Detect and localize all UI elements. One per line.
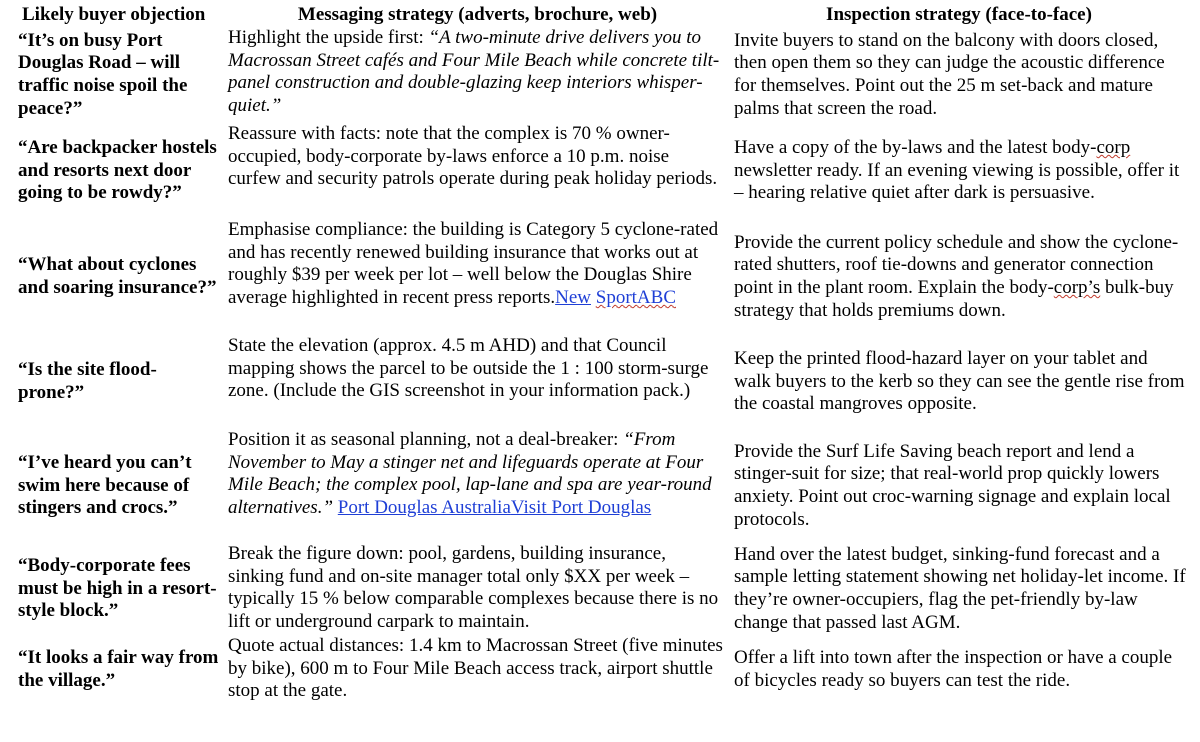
messaging-cell: Break the figure down: pool, gardens, building insurance, sinking fund and on-site manager total only $XX per week – typically 15 % below comparable complexes because there is no lift or underground carpark to maintain. bbox=[228, 543, 719, 632]
header-inspection: Inspection strategy (face-to-face) bbox=[826, 4, 1092, 26]
table-row bbox=[18, 543, 1188, 635]
inspection-text: Provide the current policy schedule and show the cyclone-rated shutters, roof tie-downs and generator connection point in the plant room. Explain the body- bbox=[734, 231, 1179, 298]
source-link[interactable]: Visit Port Douglas bbox=[510, 496, 652, 518]
messaging-cell: State the elevation (approx. 4.5 m AHD) and that Council mapping shows the parcel to be outside the 1 : 100 storm-surge zone. (Include the GIS screenshot in your information pack.) bbox=[228, 335, 709, 402]
messaging-cell: Quote actual distances: 1.4 km to Macrossan Street (five minutes by bike), 600 m to Four Mile Beach access track, airport shuttle stop at the gate. bbox=[228, 635, 723, 702]
table-row bbox=[18, 219, 1188, 335]
header-objection: Likely buyer objection bbox=[22, 4, 206, 26]
table-row bbox=[18, 429, 1188, 543]
inspection-cell: Hand over the latest budget, sinking-fund forecast and a sample letting statement showing net holiday-let income. If they’re owner-occupiers, flag the pet-friendly by-law change that passed last AGM. bbox=[734, 543, 1186, 633]
inspection-cell: Provide the Surf Life Saving beach report and lend a stinger-suit for size; that real-world prop quickly lowers anxiety. Point out croc-warning signage and explain local protocols. bbox=[734, 440, 1171, 530]
inspection-text: bulk-buy strategy that holds premiums down. bbox=[734, 277, 1174, 321]
table-row bbox=[18, 335, 1188, 429]
messaging-quote: “From November to May a stinger net and lifeguards operate at Four Mile Beach; the complex pool, lap-lane and spa are year-round alternatives.” bbox=[228, 429, 712, 518]
spellcheck-flag: corp bbox=[1096, 137, 1131, 159]
source-link[interactable]: SportABC bbox=[595, 286, 676, 308]
objection-cell: “What about cyclones and soaring insurance?” bbox=[18, 254, 217, 298]
messaging-cell bbox=[225, 27, 730, 123]
table-row bbox=[18, 123, 1188, 219]
table-row bbox=[18, 27, 1188, 123]
table-header-row bbox=[18, 3, 1188, 27]
inspection-cell bbox=[730, 219, 1188, 335]
objection-cell: “Is the site flood-prone?” bbox=[18, 359, 157, 403]
messaging-cell: Reassure with facts: note that the complex is 70 % owner-occupied, body-corporate by-laws enforce a 10 p.m. noise curfew and security patrols operate during peak holiday periods. bbox=[228, 123, 718, 190]
header-messaging: Messaging strategy (adverts, brochure, web) bbox=[297, 4, 658, 26]
messaging-text: Emphasise compliance: the building is Category 5 cyclone-rated and has recently renewed building insurance that works out at roughly $39 per week per lot – well below the Douglas Shire average highlighted in recent press reports. bbox=[228, 219, 719, 308]
objection-cell: “It looks a fair way from the village.” bbox=[18, 647, 219, 691]
source-link[interactable]: Port Douglas Australia bbox=[337, 496, 511, 518]
objection-cell: “Body-corporate fees must be high in a resort-style block.” bbox=[18, 555, 217, 622]
inspection-text: newsletter ready. If an evening viewing is possible, offer it – hearing relative quiet after dark is persuasive. bbox=[734, 159, 1180, 204]
objection-cell: “Are backpacker hostels and resorts next door going to be rowdy?” bbox=[18, 137, 217, 204]
source-link[interactable]: New bbox=[555, 286, 591, 308]
spellcheck-flag: corp’s bbox=[1053, 277, 1101, 298]
objection-cell: “I’ve heard you can’t swim here because of stingers and crocs.” bbox=[18, 452, 192, 519]
inspection-text: Have a copy of the by-laws and the latest body- bbox=[734, 137, 1097, 159]
messaging-cell bbox=[225, 219, 730, 335]
objection-strategy-table bbox=[18, 3, 1188, 705]
inspection-cell: Keep the printed flood-hazard layer on your tablet and walk buyers to the kerb so they can see the gentle rise from the coastal mangroves opposite. bbox=[734, 348, 1185, 415]
table-row bbox=[18, 635, 1188, 705]
messaging-cell bbox=[225, 429, 730, 543]
inspection-cell: Offer a lift into town after the inspection or have a couple of bicycles ready so buyers can test the ride. bbox=[734, 647, 1173, 691]
objection-cell: “It’s on busy Port Douglas Road – will traffic noise spoil the peace?” bbox=[18, 29, 188, 119]
inspection-cell bbox=[730, 123, 1188, 219]
messaging-lead: Highlight the upside first: bbox=[228, 27, 429, 48]
inspection-cell: Invite buyers to stand on the balcony with doors closed, then open them so they can judge the acoustic difference for themselves. Point out the 25 m set-back and mature palms that screen the road. bbox=[734, 29, 1165, 119]
messaging-lead: Position it as seasonal planning, not a deal-breaker: bbox=[228, 429, 624, 450]
messaging-quote: “A two-minute drive delivers you to Macrossan Street cafés and Four Mile Beach while concrete tilt-panel construction and double-glazing keep interiors whisper-quiet.” bbox=[228, 27, 720, 116]
